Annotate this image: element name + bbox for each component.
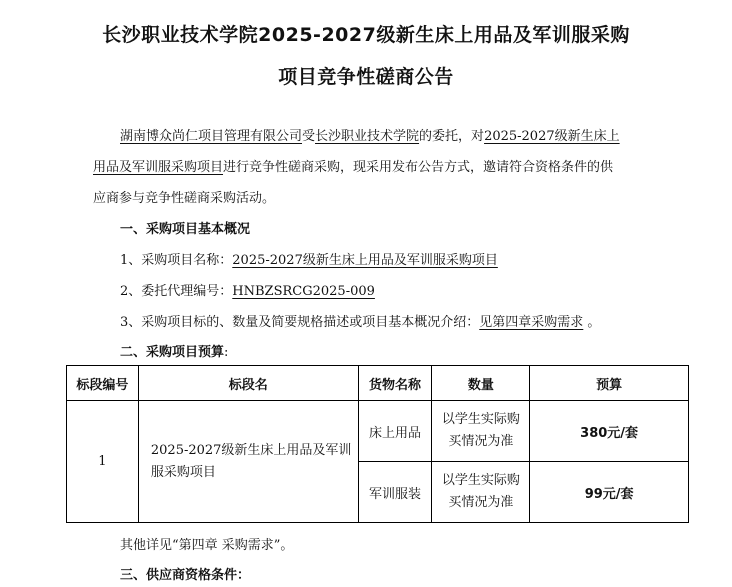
project-name-item (120, 252, 498, 270)
quantity-cell (432, 401, 530, 462)
agency-code-item (120, 283, 375, 301)
table-header: 数量 (432, 366, 530, 401)
table-header-row (67, 366, 689, 401)
item-label: 2、委托代理编号： (120, 284, 233, 299)
goods-cell: 床上用品 (358, 401, 432, 462)
project-name-value: 2025-2027级新生床上用品及军训服采购项目 (232, 253, 498, 268)
table-header: 预算 (530, 366, 689, 401)
table-header: 货物名称 (358, 366, 432, 401)
intro-text: 的委托，对 (419, 129, 485, 144)
section1-heading: 一、采购项目基本概况 (120, 222, 251, 237)
quantity-text: 以学生实际购买情况为准 (441, 473, 520, 510)
project-name-part1: 2025-2027级新生床上 (484, 129, 620, 144)
agency-code-value: HNBZSRCG2025-009 (232, 284, 375, 299)
intro-line3: 应商参与竞争性磋商采购活动。 (93, 191, 276, 206)
section3-heading: 三、供应商资格条件： (120, 568, 251, 583)
item-end: 。 (583, 315, 601, 330)
intro-text: 受 (302, 129, 316, 144)
table-header: 标段编号 (67, 366, 139, 401)
budget-cell: 380元/套 (530, 401, 689, 462)
document-title-line2: 项目竞争性磋商公告 (278, 66, 454, 88)
item-label: 3、采购项目标的、数量及简要规格描述或项目基本概况介绍： (120, 315, 480, 330)
item-label: 1、采购项目名称： (120, 253, 233, 268)
budget-cell: 99元/套 (530, 462, 689, 523)
lot-number-cell: 1 (67, 401, 139, 523)
section2-heading (120, 344, 228, 362)
project-overview-item (120, 314, 600, 332)
document-title-line1: 长沙职业技术学院2025-2027级新生床上用品及军训服采购 (102, 24, 630, 46)
heading-colon: : (224, 345, 229, 360)
quantity-cell (432, 462, 530, 523)
client-name: 长沙职业技术学院 (315, 129, 420, 144)
table-row (67, 401, 689, 462)
lot-name: 2025-2027级新生床上用品及军训服采购项目 (150, 442, 352, 480)
intro-line2 (93, 159, 613, 177)
goods-cell: 军训服装 (358, 462, 432, 523)
agent-name: 湖南博众尚仁项目管理有限公司 (120, 129, 303, 144)
quantity-text: 以学生实际购买情况为准 (441, 412, 520, 449)
project-name-part2: 用品及军训服采购项目 (93, 160, 224, 175)
table-header: 标段名 (138, 366, 358, 401)
lot-name-cell (138, 401, 358, 523)
table-note: 其他详见“第四章 采购需求”。 (120, 538, 294, 553)
section2-heading-text: 二、采购项目预算 (120, 345, 225, 360)
intro-line1 (120, 128, 620, 146)
intro-text: 进行竞争性磋商采购，现采用发布公告方式，邀请符合资格条件的供 (223, 160, 614, 175)
budget-table (66, 365, 689, 523)
overview-value: 见第四章采购需求 (479, 315, 584, 330)
